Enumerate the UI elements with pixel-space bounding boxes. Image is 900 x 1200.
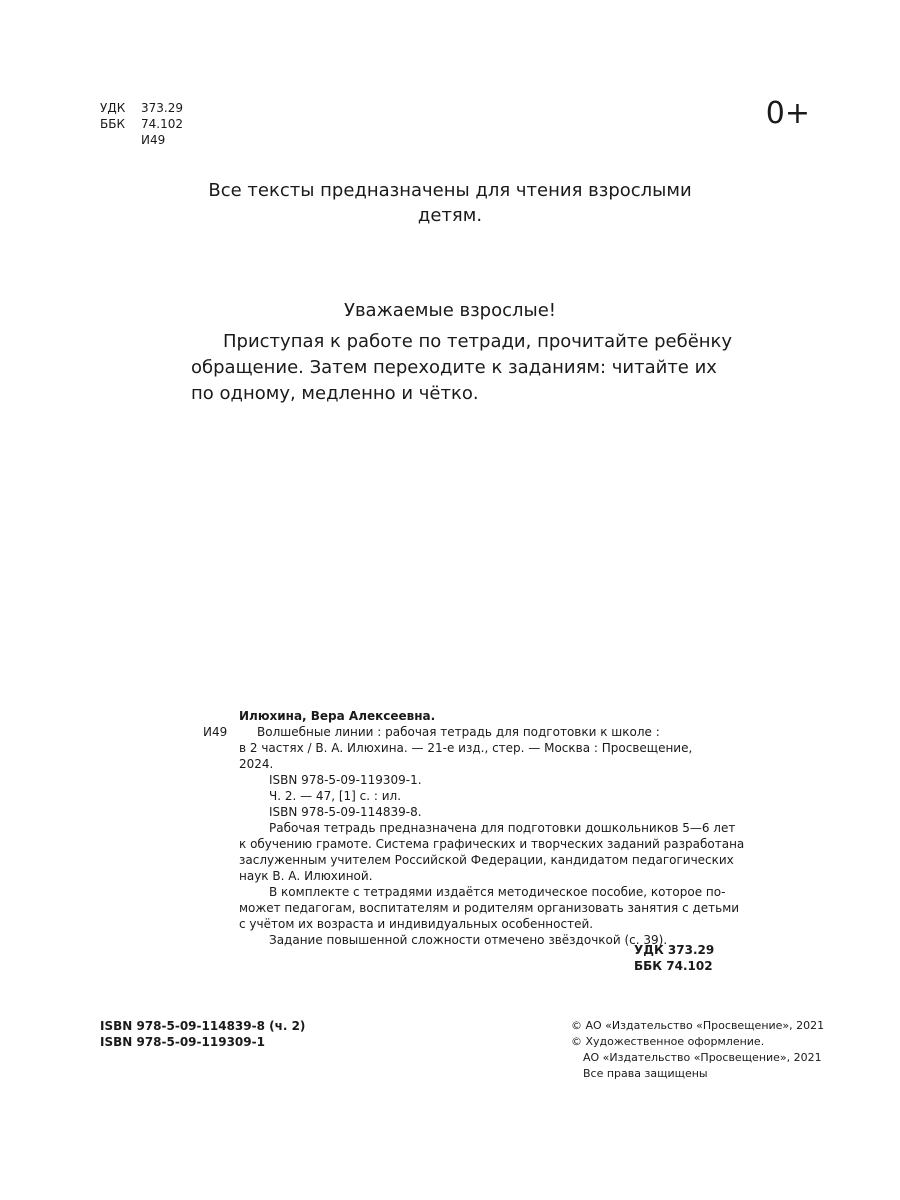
reading-notice	[0, 178, 900, 228]
bib-title-row	[203, 724, 733, 740]
bib-kit-line: может педагогам, воспитателям и родителям организовать занятия с детьми	[239, 901, 740, 915]
adults-line-1: Приступая к работе по тетради, прочитайте ребёнку	[223, 331, 733, 352]
author-code-row	[100, 132, 183, 148]
bib-description-line: Рабочая тетрадь предназначена для подготовки дошкольников 5—6 лет	[269, 821, 736, 835]
bib-classification	[634, 942, 714, 974]
copyright-line: Все права защищены	[583, 1067, 708, 1080]
copyright-line: © Художественное оформление.	[571, 1035, 765, 1048]
adults-line-3: по одному, медленно и чётко.	[191, 383, 479, 404]
bib-task-note: Задание повышенной сложности отмечено звёздочкой (с. 39).	[269, 933, 668, 947]
bbk-row	[100, 116, 183, 132]
footer-isbn-part: ISBN 978-5-09-114839-8 (ч. 2)	[100, 1019, 306, 1033]
bib-bbk: ББК 74.102	[634, 959, 713, 973]
bib-udk: УДК 373.29	[634, 943, 715, 957]
adults-title: Уважаемые взрослые!	[343, 300, 557, 321]
udk-value: 373.29	[141, 101, 183, 115]
age-rating: 0+	[765, 96, 810, 131]
footer-isbn	[100, 1018, 305, 1050]
copyright	[571, 1018, 824, 1082]
bbk-label: ББК	[100, 117, 125, 131]
bbk-value: 74.102	[141, 117, 183, 131]
udk-row	[100, 100, 183, 116]
bib-kit	[239, 884, 740, 932]
bib-description-line: заслуженным учителем Российской Федерации, кандидатом педагогических	[239, 853, 734, 867]
adults-line-2: обращение. Затем переходите к заданиям: читайте их	[191, 357, 717, 378]
bib-title-line-3: 2024.	[239, 757, 274, 771]
bib-isbn-main: ISBN 978-5-09-119309-1.	[269, 773, 422, 787]
author-code: И49	[141, 133, 166, 147]
bib-description	[239, 820, 745, 884]
notice-line-2: детям.	[417, 205, 483, 226]
classification-codes	[100, 100, 183, 148]
bib-isbn-part: ISBN 978-5-09-114839-8.	[269, 805, 422, 819]
bib-author: Илюхина, Вера Алексеевна.	[239, 709, 436, 723]
bib-description-line: к обучению грамоте. Система графических и творческих заданий разработана	[239, 837, 745, 851]
bib-title-line-2: в 2 частях / В. А. Илюхина. — 21-е изд., стер. — Москва : Просвещение,	[239, 741, 693, 755]
bib-kit-line: В комплекте с тетрадями издаётся методическое пособие, которое по-	[269, 885, 726, 899]
bib-part-info: Ч. 2. — 47, [1] с. : ил.	[269, 789, 402, 803]
adults-text	[191, 329, 732, 407]
notice-line-1: Все тексты предназначены для чтения взрослыми	[208, 180, 692, 201]
udk-label: УДК	[100, 101, 126, 115]
bib-kit-line: с учётом их возраста и индивидуальных особенностей.	[239, 917, 594, 931]
bibliographic-record	[203, 708, 745, 948]
bib-description-line: наук В. А. Илюхиной.	[239, 869, 373, 883]
bib-title-line-1: Волшебные линии : рабочая тетрадь для подготовки к школе :	[257, 725, 660, 739]
copyright-line: АО «Издательство «Просвещение», 2021	[583, 1051, 822, 1064]
copyright-line: © АО «Издательство «Просвещение», 2021	[571, 1019, 825, 1032]
footer-isbn-main: ISBN 978-5-09-119309-1	[100, 1035, 265, 1049]
bib-code: И49	[203, 725, 228, 739]
